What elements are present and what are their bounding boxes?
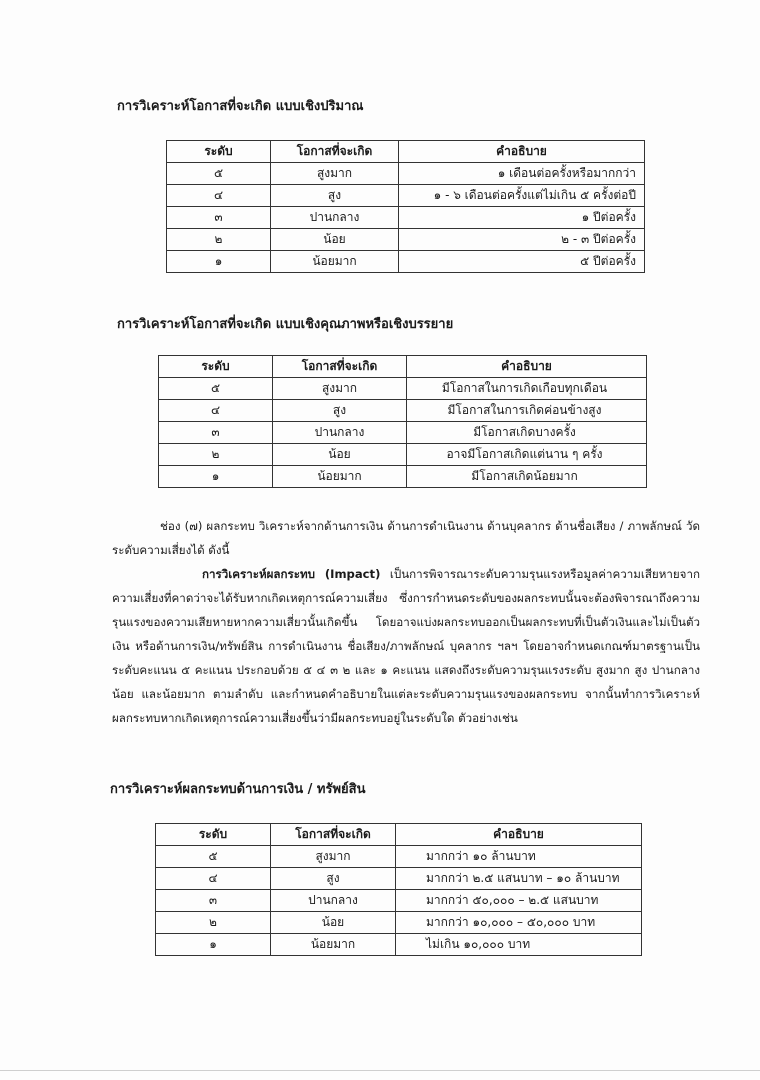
header-likelihood: โอกาสที่จะเกิด: [273, 356, 407, 378]
header-description: คำอธิบาย: [407, 356, 647, 378]
cell-level: ๒: [159, 444, 273, 466]
cell-level: ๑: [159, 466, 273, 488]
table-likelihood-qualitative: [158, 355, 647, 488]
table-row: [167, 229, 645, 251]
table-row: [159, 444, 647, 466]
cell-likelihood: น้อยมาก: [273, 466, 407, 488]
header-description: คำอธิบาย: [396, 824, 642, 846]
page-bottom-edge: [0, 1070, 760, 1071]
table-row: [159, 422, 647, 444]
cell-level: ๓: [156, 890, 271, 912]
body-text: [112, 514, 700, 730]
header-likelihood: โอกาสที่จะเกิด: [271, 141, 399, 163]
table-row: [159, 466, 647, 488]
cell-level: ๕: [159, 378, 273, 400]
cell-likelihood: น้อย: [271, 912, 396, 934]
cell-description: มีโอกาสเกิดบางครั้ง: [407, 422, 647, 444]
table-row: [156, 846, 642, 868]
impact-explanation: เป็นการพิจารณาระดับความรุนแรงหรือมูลค่าความเสียหายจากความเสี่ยงที่คาดว่าจะได้รับหากเกิดเหตุการณ์ความเสี่ยง ซึ่งการกำหนดระดับของผลกระทบนั้นจะต้องพิจารณาถึงความรุนแรงของความเสียหายหากความเสี่ยวนั้นเกิดขึ้น โดยอาจแบ่งผลกระทบออกเป็นผลกระทบที่เป็นตัวเงินและไม่เป็นตัวเงิน หรือด้านการเงิน/ทรัพย์สิน การดำเนินงาน ชื่อเสียง/ภาพลักษณ์ บุคลากร ฯลฯ โดยอาจกำหนดเกณฑ์มาตรฐานเป็นระดับคะแนน ๕ คะแนน ประกอบด้วย ๕ ๔ ๓ ๒ และ ๑ คะแนน แสดงถึงระดับความรุนแรงระดับ สูงมาก สูง ปานกลาง น้อย และน้อยมาก ตามลำดับ และกำหนดคำอธิบายในแต่ละระดับความรุนแรงของผลกระทบ จากนั้นทำการวิเคราะห์ผลกระทบหากเกิดเหตุการณ์ความเสี่ยงขึ้นว่ามีผลกระทบอยู่ในระดับใด ตัวอย่างเช่น: [112, 567, 700, 725]
table-financial-impact: [155, 823, 642, 956]
section-heading-quantitative: การวิเคราะห์โอกาสที่จะเกิด แบบเชิงปริมาณ: [117, 99, 364, 114]
header-level: ระดับ: [159, 356, 273, 378]
cell-likelihood: น้อยมาก: [271, 934, 396, 956]
table-row: [156, 934, 642, 956]
cell-level: ๕: [156, 846, 271, 868]
cell-level: ๕: [167, 163, 271, 185]
table-row: [159, 400, 647, 422]
header-level: ระดับ: [156, 824, 271, 846]
cell-likelihood: น้อย: [273, 444, 407, 466]
table-row: [167, 207, 645, 229]
cell-likelihood: น้อย: [271, 229, 399, 251]
table-row: [167, 163, 645, 185]
table-row: [156, 890, 642, 912]
cell-description: ๑ เดือนต่อครั้งหรือมากกว่า: [399, 163, 645, 185]
cell-likelihood: ปานกลาง: [271, 207, 399, 229]
cell-likelihood: น้อยมาก: [271, 251, 399, 273]
header-description: คำอธิบาย: [399, 141, 645, 163]
cell-description: มากกว่า ๑๐,๐๐๐ – ๕๐,๐๐๐ บาท: [396, 912, 642, 934]
cell-description: มีโอกาสในการเกิดเกือบทุกเดือน: [407, 378, 647, 400]
cell-likelihood: สูง: [271, 868, 396, 890]
cell-description: ๒ - ๓ ปีต่อครั้ง: [399, 229, 645, 251]
cell-description: มีโอกาสเกิดน้อยมาก: [407, 466, 647, 488]
table-row: [156, 868, 642, 890]
cell-description: มากกว่า ๑๐ ล้านบาท: [396, 846, 642, 868]
impact-term: การวิเคราะห์ผลกระทบ (Impact): [202, 567, 381, 581]
cell-description: มากกว่า ๕๐,๐๐๐ – ๒.๕ แสนบาท: [396, 890, 642, 912]
cell-description: ไม่เกิน ๑๐,๐๐๐ บาท: [396, 934, 642, 956]
cell-likelihood: สูง: [273, 400, 407, 422]
cell-description: มีโอกาสในการเกิดค่อนข้างสูง: [407, 400, 647, 422]
table-likelihood-quantitative: [166, 140, 645, 273]
cell-level: ๒: [156, 912, 271, 934]
table-row: [167, 185, 645, 207]
header-level: ระดับ: [167, 141, 271, 163]
cell-likelihood: ปานกลาง: [271, 890, 396, 912]
cell-likelihood: สูงมาก: [271, 846, 396, 868]
cell-level: ๑: [156, 934, 271, 956]
section-heading-financial-impact: การวิเคราะห์ผลกระทบด้านการเงิน / ทรัพย์สิน: [110, 782, 366, 797]
cell-likelihood: สูงมาก: [273, 378, 407, 400]
cell-likelihood: ปานกลาง: [273, 422, 407, 444]
cell-likelihood: สูงมาก: [271, 163, 399, 185]
cell-description: มากกว่า ๒.๕ แสนบาท – ๑๐ ล้านบาท: [396, 868, 642, 890]
header-likelihood: โอกาสที่จะเกิด: [271, 824, 396, 846]
cell-level: ๔: [167, 185, 271, 207]
table-header-row: [167, 141, 645, 163]
table-row: [167, 251, 645, 273]
table-row: [159, 378, 647, 400]
table-header-row: [156, 824, 642, 846]
cell-description: ๑ ปีต่อครั้ง: [399, 207, 645, 229]
section-heading-qualitative: การวิเคราะห์โอกาสที่จะเกิด แบบเชิงคุณภาพหรือเชิงบรรยาย: [117, 317, 454, 332]
table-row: [156, 912, 642, 934]
table-header-row: [159, 356, 647, 378]
cell-description: ๕ ปีต่อครั้ง: [399, 251, 645, 273]
cell-likelihood: สูง: [271, 185, 399, 207]
paragraph-impact-channels: ช่อง (๗) ผลกระทบ วิเคราะห์จากด้านการเงิน ด้านการดำเนินงาน ด้านบุคลากร ด้านชื่อเสียง / ภาพลักษณ์ วัดระดับความเสี่ยงได้ ดังนี้: [112, 519, 700, 557]
cell-description: ๑ - ๖ เดือนต่อครั้งแต่ไม่เกิน ๕ ครั้งต่อปี: [399, 185, 645, 207]
cell-level: ๓: [159, 422, 273, 444]
cell-level: ๓: [167, 207, 271, 229]
cell-level: ๔: [156, 868, 271, 890]
cell-level: ๒: [167, 229, 271, 251]
cell-level: ๔: [159, 400, 273, 422]
cell-level: ๑: [167, 251, 271, 273]
cell-description: อาจมีโอกาสเกิดแต่นาน ๆ ครั้ง: [407, 444, 647, 466]
paragraph-impact-analysis: [112, 562, 700, 730]
